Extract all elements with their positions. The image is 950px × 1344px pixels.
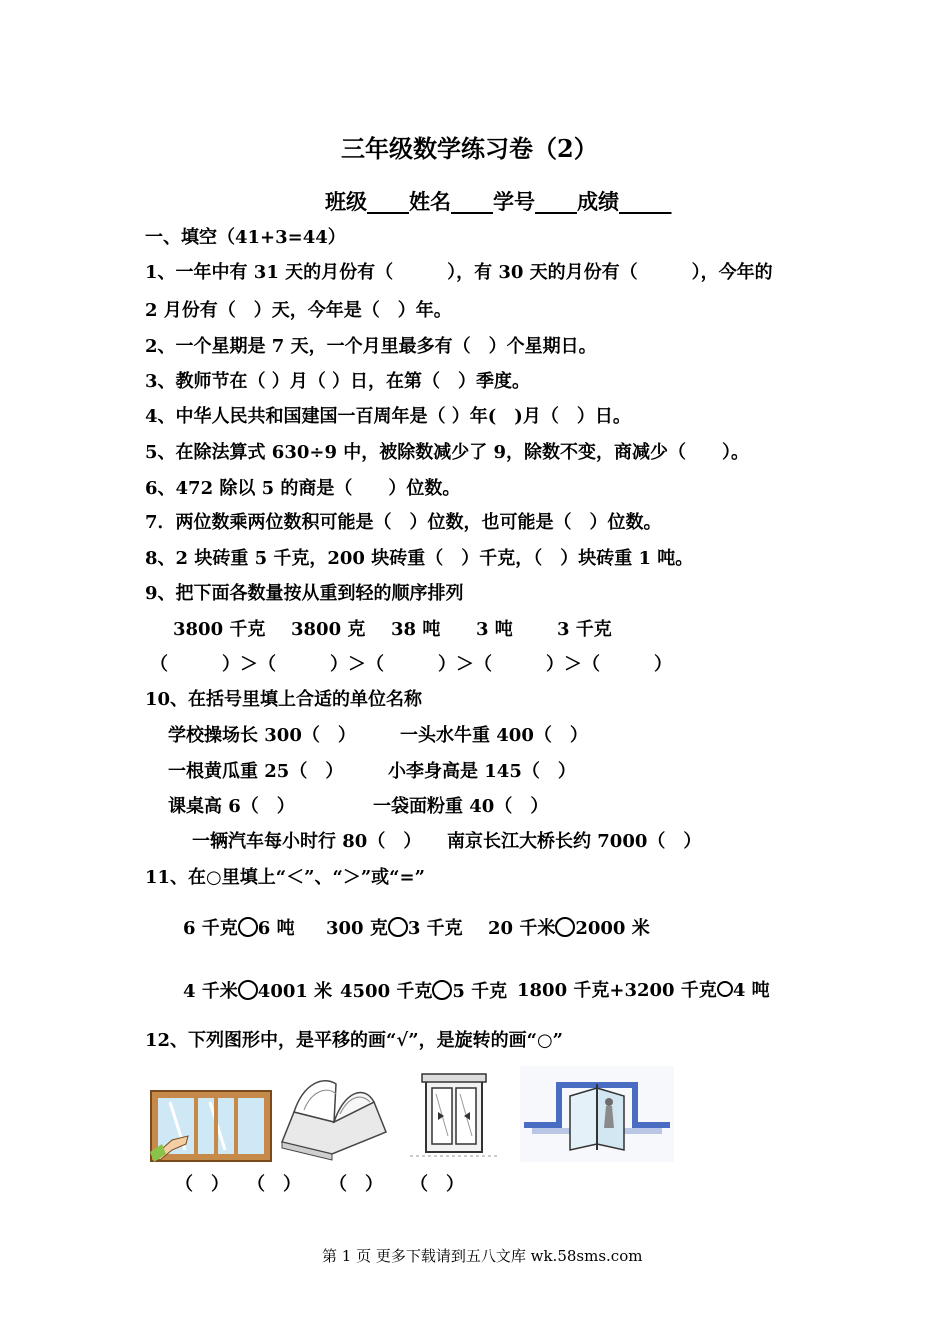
compare-item: 6 千克 6 吨: [183, 918, 295, 939]
q9-order-blanks: （ ）＞（ ）＞（ ）＞（ ）＞（ ）: [150, 654, 672, 675]
q12-answer-blank: （ ）: [329, 1174, 383, 1195]
compare-item: 4 千米 4001 米: [183, 981, 333, 1002]
question-6: 6、472 除以 5 的商是（ ）位数。: [145, 478, 461, 499]
turning-pages-picture: [274, 1062, 394, 1162]
q9-item: 38 吨: [391, 619, 441, 640]
question-11: 11、在○里填上“＜”、“＞”或“=”: [145, 867, 425, 888]
q10-item: 学校操场长 300（ ）: [168, 725, 356, 746]
q9-item: 3800 克: [291, 619, 366, 640]
question-3: 3、教师节在（ ）月（ ）日，在第（ ）季度。: [145, 371, 531, 392]
question-12: 12、下列图形中，是平移的画“√”，是旋转的画“○”: [145, 1030, 563, 1051]
q10-item: 一袋面粉重 40（ ）: [373, 796, 549, 817]
q10-item: 一根黄瓜重 25（ ）: [168, 761, 344, 782]
blank-circle-icon: [388, 917, 408, 937]
compare-item: 4500 千克 5 千克: [340, 981, 508, 1002]
question-7: 7．两位数乘两位数积可能是（ ）位数，也可能是（ ）位数。: [145, 512, 662, 533]
q12-answer-blank: （ ）: [410, 1174, 464, 1195]
q10-item: 一辆汽车每小时行 80（ ）: [192, 831, 422, 852]
sliding-window-picture: [150, 1090, 272, 1162]
q9-item: 3800 千克: [173, 619, 266, 640]
q12-answer-blank: （ ）: [175, 1174, 229, 1195]
compare-item: 1800 千克+3200 千克 4 吨: [517, 980, 770, 1001]
blank-circle-icon: [238, 980, 258, 1000]
q10-item: 南京长江大桥长约 7000（ ）: [447, 831, 702, 852]
q10-item: 小李身高是 145（ ）: [388, 761, 576, 782]
q10-item: 一头水牛重 400（ ）: [400, 725, 588, 746]
question-1-line-1: 1、一年中有 31 天的月份有（ ），有 30 天的月份有（ ），今年的: [145, 262, 773, 283]
question-2: 2、一个星期是 7 天，一个月里最多有（ ）个星期日。: [145, 336, 597, 357]
page-title: 三年级数学练习卷（2）: [341, 134, 598, 163]
blank-circle-icon: [432, 980, 452, 1000]
q10-item: 课桌高 6（ ）: [168, 796, 295, 817]
compare-item: 20 千米 2000 米: [488, 918, 650, 939]
revolving-door-picture: [520, 1066, 674, 1162]
question-5: 5、在除法算式 630÷9 中，被除数减少了 9，除数不变，商减少（ ）。: [145, 442, 750, 463]
q9-item: 3 吨: [476, 619, 513, 640]
page-footer: 第 1 页 更多下载请到五八文库 wk.58sms.com: [322, 1247, 643, 1265]
blank-circle-icon: [238, 917, 258, 937]
swing-window-picture: [400, 1072, 516, 1162]
question-10: 10、在括号里填上合适的单位名称: [145, 689, 423, 710]
compare-item: 300 克 3 千克: [326, 918, 463, 939]
question-9: 9、把下面各数量按从重到轻的顺序排列: [145, 583, 464, 604]
section-heading: 一、填空（41+3=44）: [145, 227, 346, 248]
blank-circle-icon: [717, 981, 733, 997]
q12-answer-blank: （ ）: [247, 1174, 301, 1195]
question-1-line-2: 2 月份有（ ）天，今年是（ ）年。: [145, 300, 452, 321]
student-info-line: 班级____姓名____学号____成绩_____: [325, 189, 672, 214]
question-4: 4、中华人民共和国建国一百周年是（ ）年( )月（ ）日。: [145, 406, 631, 427]
question-8: 8、2 块砖重 5 千克，200 块砖重（ ）千克，（ ）块砖重 1 吨。: [145, 548, 694, 569]
blank-circle-icon: [555, 917, 575, 937]
q9-item: 3 千克: [557, 619, 612, 640]
